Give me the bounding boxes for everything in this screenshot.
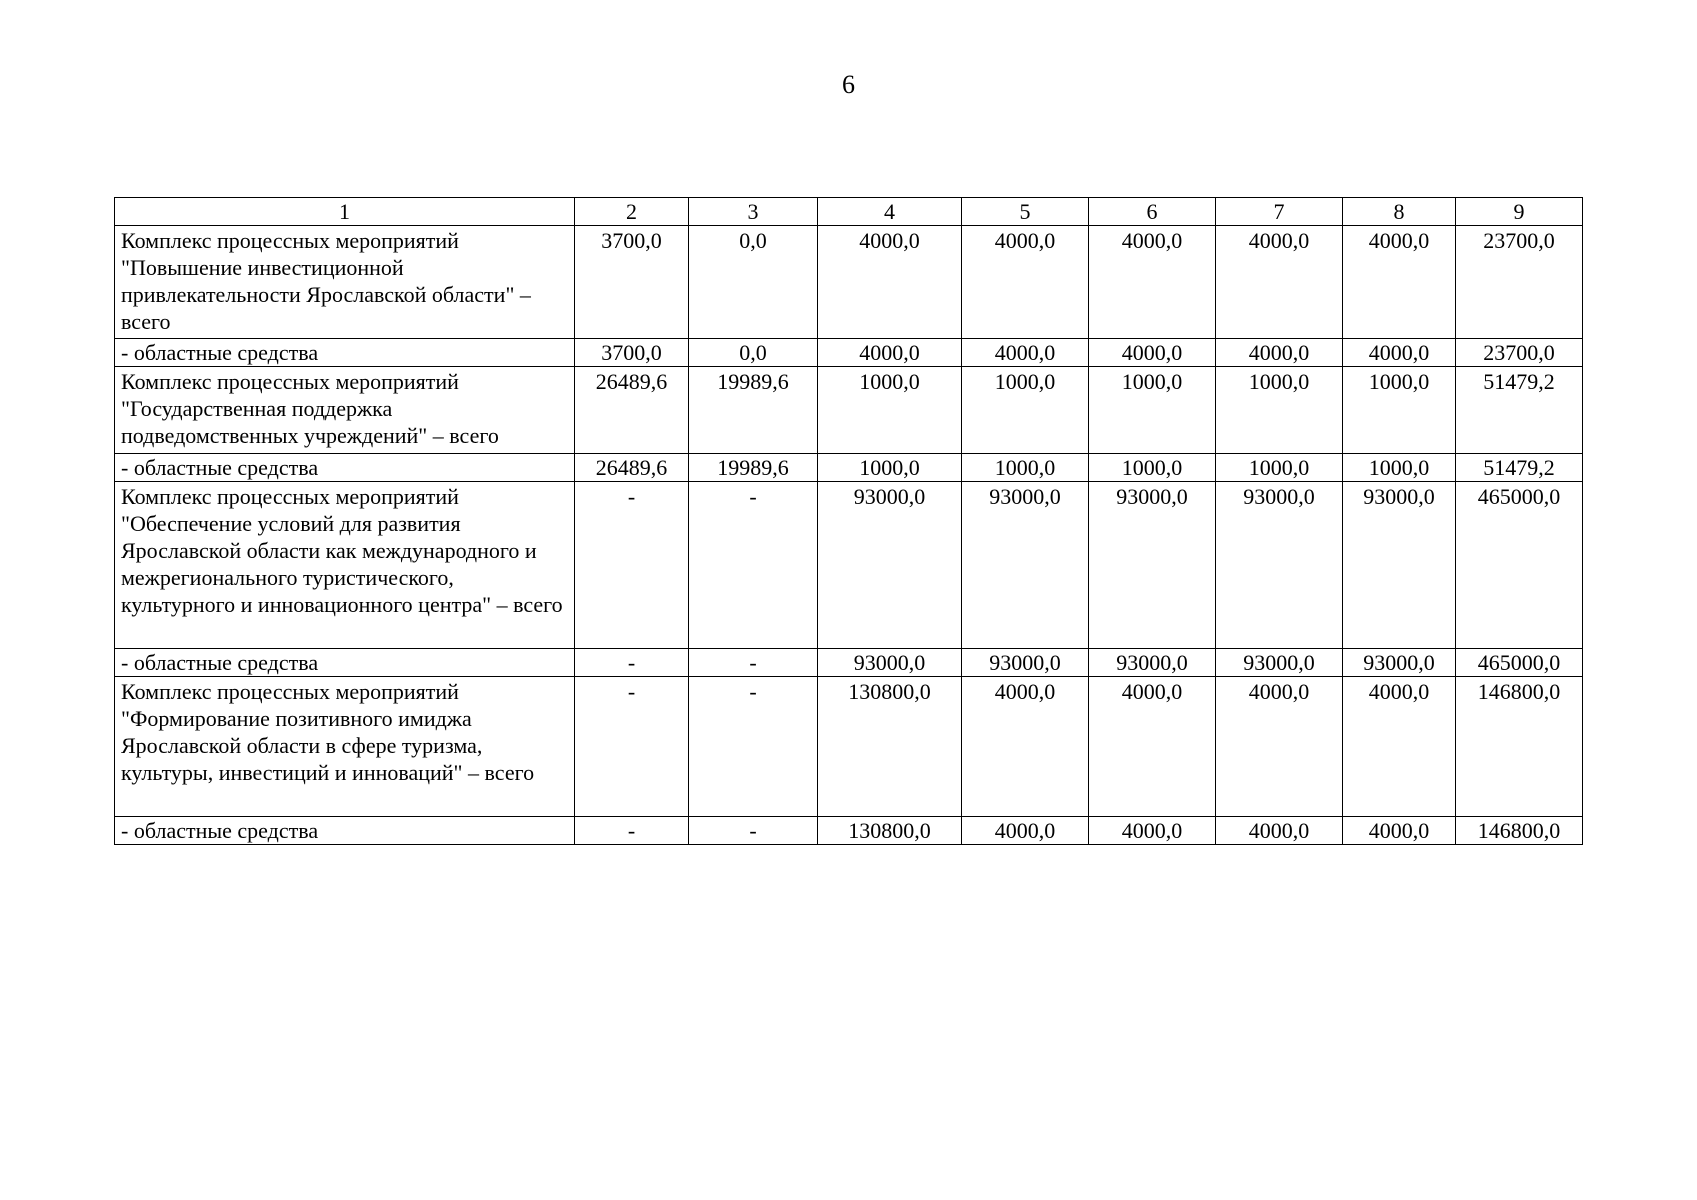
column-header: 8 xyxy=(1343,198,1456,226)
program-name-cell: Комплекс процессных мероприятий "Обеспечение условий для развития Ярославской области как международного и межрегионального туристического, культурного и инновационного центра" – всего xyxy=(115,482,575,649)
program-name-cell: Комплекс процессных мероприятий "Государственная поддержка подведомственных учреждений" – всего xyxy=(115,367,575,454)
value-cell: 51479,2 xyxy=(1456,454,1583,482)
value-cell: 146800,0 xyxy=(1456,677,1583,817)
value-cell: - xyxy=(575,817,689,845)
value-cell: - xyxy=(575,649,689,677)
value-cell: 4000,0 xyxy=(818,339,962,367)
value-cell: 4000,0 xyxy=(1089,677,1216,817)
value-cell: 26489,6 xyxy=(575,454,689,482)
page-number: 6 xyxy=(842,70,855,99)
value-cell: 4000,0 xyxy=(1089,339,1216,367)
value-cell: 4000,0 xyxy=(1216,817,1343,845)
value-cell: 19989,6 xyxy=(689,454,818,482)
column-header: 5 xyxy=(962,198,1089,226)
program-name-cell: Комплекс процессных мероприятий "Повышение инвестиционной привлекательности Ярославской области" – всего xyxy=(115,226,575,339)
column-header: 1 xyxy=(115,198,575,226)
value-cell: 93000,0 xyxy=(818,649,962,677)
value-cell: 1000,0 xyxy=(1343,454,1456,482)
value-cell: 1000,0 xyxy=(818,367,962,454)
value-cell: 146800,0 xyxy=(1456,817,1583,845)
value-cell: 4000,0 xyxy=(962,677,1089,817)
funding-table xyxy=(114,197,1583,845)
value-cell: 23700,0 xyxy=(1456,226,1583,339)
value-cell: 1000,0 xyxy=(1216,367,1343,454)
column-header: 2 xyxy=(575,198,689,226)
value-cell: - xyxy=(689,677,818,817)
value-cell: 4000,0 xyxy=(1216,339,1343,367)
table-row xyxy=(115,339,1583,367)
value-cell: 1000,0 xyxy=(1216,454,1343,482)
column-header: 3 xyxy=(689,198,818,226)
value-cell: 4000,0 xyxy=(1216,226,1343,339)
header-row xyxy=(115,198,1583,226)
value-cell: 4000,0 xyxy=(1216,677,1343,817)
table-row xyxy=(115,677,1583,817)
value-cell: 4000,0 xyxy=(1343,817,1456,845)
value-cell: - xyxy=(575,482,689,649)
value-cell: 19989,6 xyxy=(689,367,818,454)
funding-source-cell: - областные средства xyxy=(115,454,575,482)
value-cell: 4000,0 xyxy=(962,817,1089,845)
value-cell: 465000,0 xyxy=(1456,482,1583,649)
value-cell: 93000,0 xyxy=(1216,649,1343,677)
value-cell: 1000,0 xyxy=(962,367,1089,454)
table-row xyxy=(115,817,1583,845)
value-cell: 4000,0 xyxy=(1343,226,1456,339)
value-cell: 3700,0 xyxy=(575,339,689,367)
value-cell: 93000,0 xyxy=(1343,482,1456,649)
value-cell: 1000,0 xyxy=(1343,367,1456,454)
value-cell: 1000,0 xyxy=(1089,367,1216,454)
column-header: 6 xyxy=(1089,198,1216,226)
value-cell: - xyxy=(689,649,818,677)
value-cell: 93000,0 xyxy=(1089,482,1216,649)
value-cell: 130800,0 xyxy=(818,677,962,817)
column-header: 9 xyxy=(1456,198,1583,226)
column-header: 7 xyxy=(1216,198,1343,226)
value-cell: 4000,0 xyxy=(1343,677,1456,817)
value-cell: 0,0 xyxy=(689,339,818,367)
column-header: 4 xyxy=(818,198,962,226)
value-cell: 93000,0 xyxy=(1343,649,1456,677)
value-cell: - xyxy=(689,817,818,845)
funding-source-cell: - областные средства xyxy=(115,339,575,367)
table-row xyxy=(115,226,1583,339)
table-row xyxy=(115,367,1583,454)
value-cell: 93000,0 xyxy=(962,482,1089,649)
value-cell: - xyxy=(575,677,689,817)
value-cell: 23700,0 xyxy=(1456,339,1583,367)
program-name-cell: Комплекс процессных мероприятий "Формирование позитивного имиджа Ярославской области в сфере туризма, культуры, инвестиций и инноваций" – всего xyxy=(115,677,575,817)
value-cell: 93000,0 xyxy=(962,649,1089,677)
value-cell: 4000,0 xyxy=(1089,226,1216,339)
value-cell: 93000,0 xyxy=(1089,649,1216,677)
funding-source-cell: - областные средства xyxy=(115,649,575,677)
value-cell: 4000,0 xyxy=(1089,817,1216,845)
value-cell: 1000,0 xyxy=(818,454,962,482)
value-cell: 4000,0 xyxy=(1343,339,1456,367)
value-cell: 51479,2 xyxy=(1456,367,1583,454)
value-cell: 93000,0 xyxy=(818,482,962,649)
value-cell: - xyxy=(689,482,818,649)
value-cell: 4000,0 xyxy=(962,226,1089,339)
value-cell: 4000,0 xyxy=(818,226,962,339)
value-cell: 1000,0 xyxy=(962,454,1089,482)
value-cell: 130800,0 xyxy=(818,817,962,845)
value-cell: 93000,0 xyxy=(1216,482,1343,649)
value-cell: 0,0 xyxy=(689,226,818,339)
value-cell: 4000,0 xyxy=(962,339,1089,367)
funding-source-cell: - областные средства xyxy=(115,817,575,845)
value-cell: 465000,0 xyxy=(1456,649,1583,677)
value-cell: 3700,0 xyxy=(575,226,689,339)
table-row xyxy=(115,454,1583,482)
value-cell: 26489,6 xyxy=(575,367,689,454)
table-row xyxy=(115,482,1583,649)
table-row xyxy=(115,649,1583,677)
value-cell: 1000,0 xyxy=(1089,454,1216,482)
